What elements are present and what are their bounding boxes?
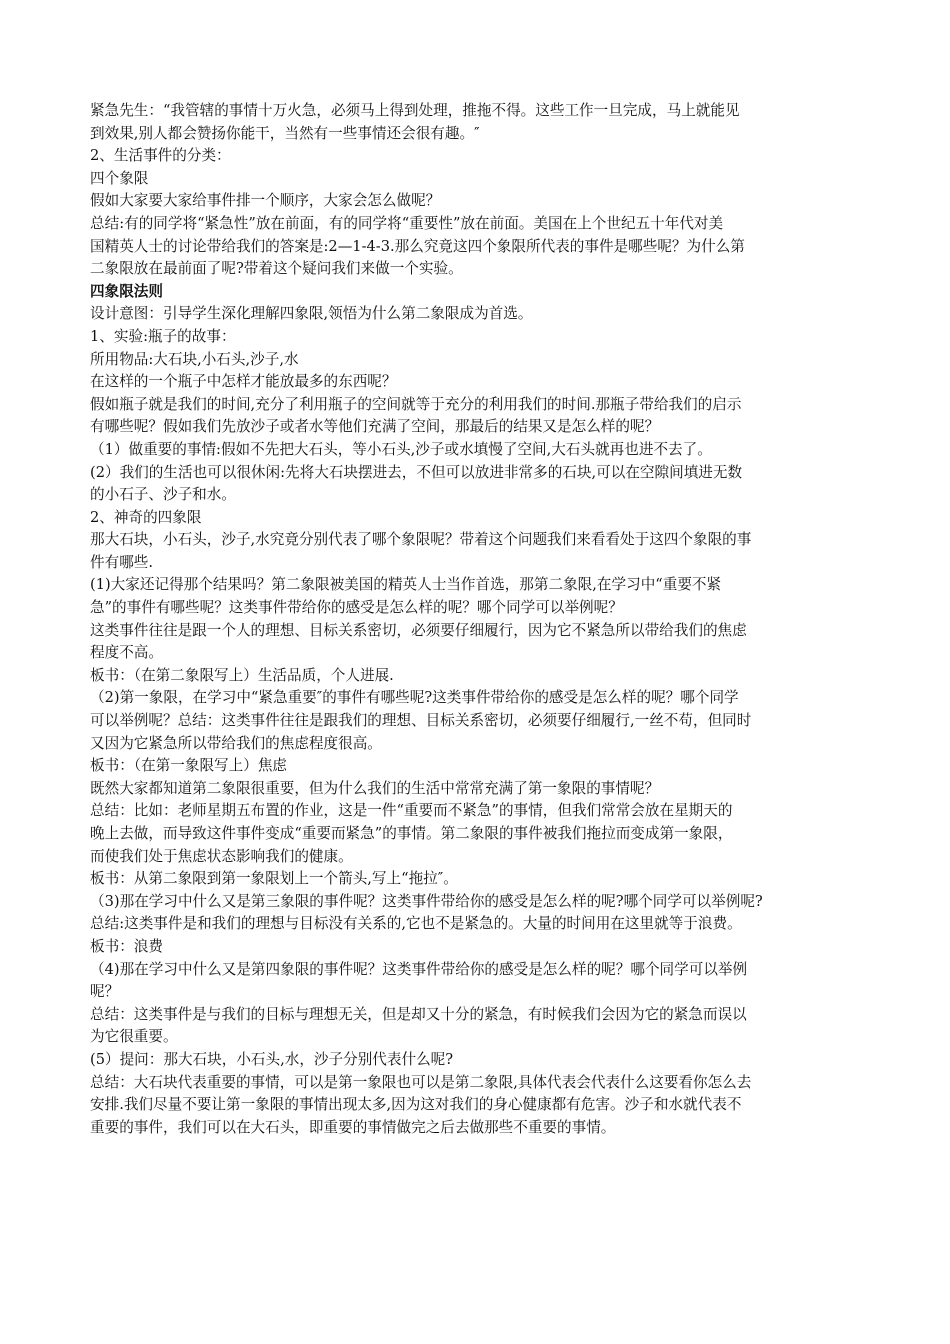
text-line: 为它很重要。 [90, 1028, 178, 1046]
text-line: 又因为它紧急所以带给我们的焦虑程度很高。 [90, 734, 382, 752]
text-line: 件有哪些. [90, 553, 154, 571]
text-line: 二象限放在最前面了呢?带着这个疑问我们来做一个实验。 [90, 260, 463, 278]
text-line: 急”的事件有哪些呢？这类事件带给你的感受是怎么样的呢？哪个同学可以举例呢？ [90, 599, 623, 617]
text-line: （3)那在学习中什么又是第三象限的事件呢？这类事件带给你的感受是怎么样的呢?哪个同学可以举例呢? [90, 892, 763, 910]
text-line: 这类事件往往是跟一个人的理想、目标关系密切，必须要仔细履行，因为它不紧急所以带给我们的焦虑 [90, 621, 747, 639]
text-line: 那大石块，小石头，沙子,水究竟分别代表了哪个象限呢？带着这个问题我们来看看处于这四个象限的事 [90, 531, 752, 549]
text-line: 到效果,别人都会赞扬你能干，当然有一些事情还会很有趣。″ [90, 124, 480, 142]
text-line: 在这样的一个瓶子中怎样才能放最多的东西呢？ [90, 373, 397, 391]
text-line: 总结：大石块代表重要的事情，可以是第一象限也可以是第二象限,具体代表会代表什么这要看你怎么去 [90, 1073, 752, 1091]
document-body [90, 100, 870, 1139]
text-line: 安排.我们尽量不要让第一象限的事情出现太多,因为这对我们的身心健康都有危害。沙子和水就代表不 [90, 1096, 742, 1114]
text-line: 紧急先生：“我管辖的事情十万火急，必须马上得到处理，推拖不得。这些工作一旦完成，马上就能见 [90, 102, 740, 119]
text-line: 板书：从第二象限到第一象限划上一个箭头,写上“拖拉″。 [90, 870, 458, 888]
text-line: 板书：（在第一象限写上）焦虑 [90, 757, 288, 775]
text-line: 的小石子、沙子和水。 [90, 486, 236, 504]
text-line: (5）提问：那大石块，小石头,水，沙子分别代表什么呢? [90, 1050, 454, 1068]
section-title: 2、生活事件的分类： [90, 147, 231, 165]
text-line: 既然大家都知道第二象限很重要，但为什么我们的生活中常常充满了第一象限的事情呢？ [90, 779, 660, 797]
text-line: 国精英人士的讨论带给我们的答案是:2—1-4-3.那么究竟这四个象限所代表的事件是哪些呢？为什么第 [90, 237, 745, 255]
text-line: 程度不高。 [90, 644, 163, 662]
text-line: （4)那在学习中什么又是第四象限的事件呢？这类事件带给你的感受是怎么样的呢？哪个同学可以举例 [90, 960, 748, 978]
text-line: 重要的事件，我们可以在大石头，即重要的事情做完之后去做那些不重要的事情。 [90, 1118, 616, 1136]
section-title: 1、实验:瓶子的故事： [90, 327, 236, 345]
text-line: 板书：浪费 [90, 937, 163, 955]
text-line: 可以举例呢？总结：这类事件往往是跟我们的理想、目标关系密切，必须要仔细履行,一丝不苟，但同时 [90, 712, 752, 730]
text-line: 呢？ [90, 983, 120, 1001]
section-title: 2、神奇的四象限 [90, 508, 202, 526]
text-line: 总结：比如：老师星期五布置的作业，这是一件“重要而不紧急”的事情，但我们常常会放在星期天的 [90, 802, 733, 820]
text-line: (2）我们的生活也可以很休闲:先将大石块摆进去，不但可以放进非常多的石块,可以在空隙间填进无数 [90, 463, 743, 481]
text-line: （2)第一象限，在学习中“紧急重要″的事件有哪些呢?这类事件带给你的感受是怎么样的呢？哪个同学 [90, 689, 739, 707]
text-line: 总结：这类事件是与我们的目标与理想无关，但是却又十分的紧急，有时候我们会因为它的紧急而误以 [90, 1005, 747, 1023]
text-line: 假如瓶子就是我们的时间,充分了利用瓶子的空间就等于充分的利用我们的时间.那瓶子带给我们的启示 [90, 395, 742, 413]
text-line: 晚上去做，而导致这件事件变成“重要而紧急”的事情。第二象限的事件被我们拖拉而变成第一象限， [90, 825, 733, 842]
text-line: 总结:有的同学将“紧急性”放在前面，有的同学将“重要性”放在前面。美国在上个世纪五十年代对美 [90, 214, 724, 232]
text-line: 设计意图：引导学生深化理解四象限,领悟为什么第二象限成为首选。 [90, 305, 533, 323]
text-line: 所用物品:大石块,小石头,沙子,水 [90, 350, 299, 368]
text-line: 而使我们处于焦虑状态影响我们的健康。 [90, 847, 353, 865]
text-line: 板书：（在第二象限写上）生活品质，个人进展. [90, 666, 394, 684]
text-line: （1）做重要的事情:假如不先把大石头，等小石头,沙子或水填慢了空间,大石头就再也进不去了。 [90, 440, 712, 458]
heading-four-quadrant-rule: 四象限法则 [90, 282, 163, 300]
text-line: 总结:这类事件是和我们的理想与目标没有关系的,它也不是紧急的。大量的时间用在这里就等于浪费。 [90, 915, 742, 933]
text-line: 四个象限 [90, 169, 149, 187]
text-line: (1)大家还记得那个结果吗？第二象限被美国的精英人士当作首选，那第二象限,在学习中“重要不紧 [90, 576, 722, 594]
text-line: 有哪些呢？假如我们先放沙子或者水等他们充满了空间，那最后的结果又是怎么样的呢？ [90, 418, 660, 436]
text-line: 假如大家要大家给事件排一个顺序，大家会怎么做呢？ [90, 192, 441, 210]
